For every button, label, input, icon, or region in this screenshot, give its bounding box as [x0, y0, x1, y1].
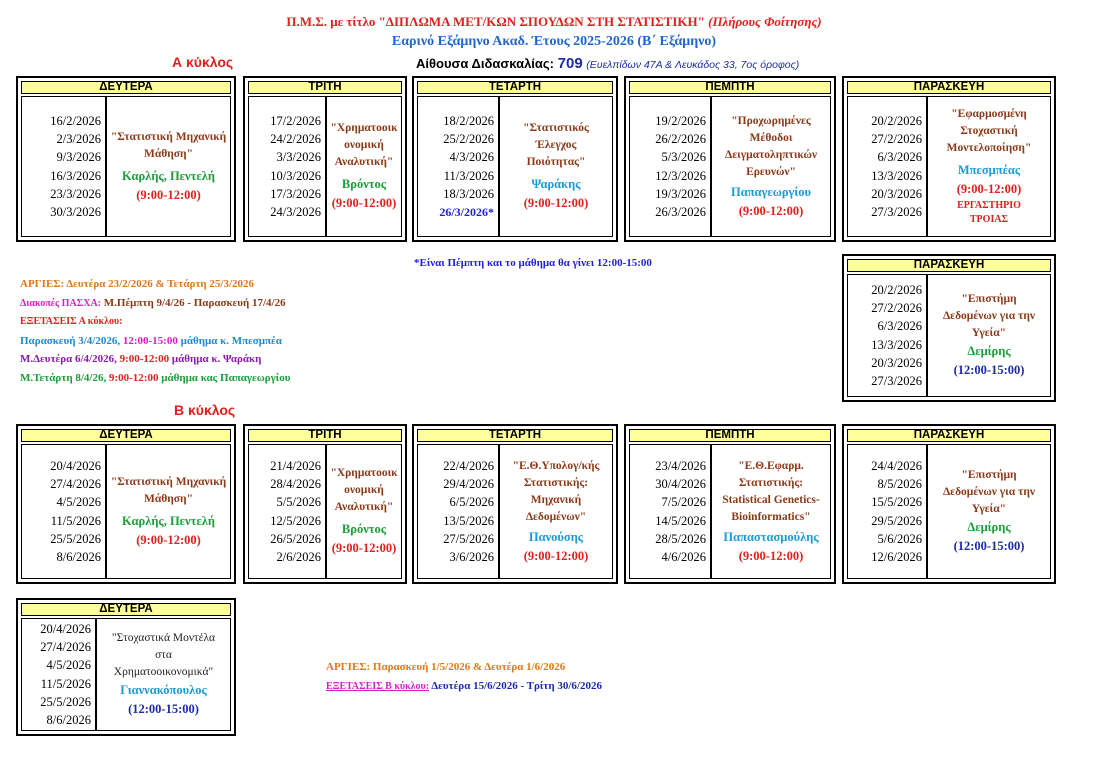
cycle-b-thursday	[624, 424, 836, 584]
cycle-a-thursday	[624, 76, 836, 242]
exam-1: Παρασκευή 3/4/2026, 12:00-15:00 μάθημα κ. Μπεσμπέα	[20, 334, 282, 347]
professor: Καρλής, Πεντελή	[122, 168, 215, 183]
time-slot: (9:00-12:00)	[331, 541, 397, 555]
time-slot: (9:00-12:00)	[956, 182, 1022, 196]
holidays-b: ΑΡΓΙΕΣ: Παρασκευή 1/5/2026 & Δευτέρα 1/6/2026	[326, 661, 566, 673]
course-title: "Επιστήμη Δεδομένων για την Υγεία"	[942, 293, 1036, 339]
course-info	[711, 444, 831, 579]
date-list: 20/2/2026 27/2/2026 6/3/2026 13/3/2026 20/3/2026 27/3/2026	[847, 96, 927, 237]
program-title-mode: (Πλήρους Φοίτησης)	[708, 14, 822, 29]
room-info	[416, 55, 799, 72]
cycle-b-notes	[326, 658, 602, 696]
time-slot: (12:00-15:00)	[953, 363, 1025, 377]
course-title: "Ε.Θ.Εφαρμ. Στατιστικής: Statistical Genetics- Bioinformatics"	[722, 459, 820, 523]
lab-location: ΕΡΓΑΣΤΗΡΙΟ ΤΡΟΙΑΣ	[957, 200, 1021, 225]
easter-break: Διακοπές ΠΑΣΧΑ: Μ.Πέμπτη 9/4/26 - Παρασκευή 17/4/26	[20, 296, 286, 309]
professor: Μπεσμπέας	[957, 163, 1021, 177]
course-info	[106, 444, 231, 579]
cycle-a-wednesday	[412, 76, 618, 242]
professor: Καρλής, Πεντελή	[122, 513, 215, 528]
time-slot: (9:00-12:00)	[738, 203, 804, 218]
course-title: "Προχωρημένες Μέθοδοι Δειγματοληπτικών Ερευνών"	[725, 114, 817, 178]
course-info	[499, 96, 613, 237]
course-title: "Στατιστική Μηχανική Μάθηση"	[110, 475, 227, 505]
date-list: 20/4/2026 27/4/2026 4/5/2026 11/5/2026 25/5/2026 8/6/2026	[21, 618, 96, 731]
course-info	[326, 444, 402, 579]
course-title: "Στοχαστικά Μοντέλα στα Χρηματοοικονομικά"	[111, 632, 216, 678]
course-title: "Εφαρμοσμένη Στοχαστική Μοντελοποίηση"	[946, 108, 1032, 154]
day-header: ΠΕΜΠΤΗ	[629, 81, 831, 94]
cycle-a-notes	[20, 275, 290, 387]
professor: Δεμίρης	[967, 520, 1011, 534]
cycle-a-tuesday	[243, 76, 407, 242]
day-header: ΠΑΡΑΣΚΕΥΗ	[847, 259, 1051, 272]
course-info	[927, 96, 1051, 237]
date-list: 20/4/2026 27/4/2026 4/5/2026 11/5/2026 25/5/2026 8/6/2026	[21, 444, 106, 579]
cycle-a-title: Α κύκλος	[172, 54, 234, 70]
exams-b: ΕΞΕΤΑΣΕΙΣ Β κύκλου: Δευτέρα 15/6/2026 - Τρίτη 30/6/2026	[326, 679, 602, 692]
day-header: ΤΡΙΤΗ	[248, 81, 402, 94]
time-slot: (9:00-12:00)	[523, 196, 589, 210]
date-list: 16/2/2026 2/3/2026 9/3/2026 16/3/2026 23/3/2026 30/3/2026	[21, 96, 106, 237]
time-slot: (9:00-12:00)	[523, 548, 589, 563]
course-info	[106, 96, 231, 237]
professor: Ψαράκης	[531, 177, 581, 191]
course-info	[96, 618, 231, 731]
professor: Παπαγεωργίου	[731, 184, 811, 199]
course-info	[927, 274, 1051, 397]
cycle-b-monday	[16, 424, 236, 584]
time-slot: (9:00-12:00)	[136, 532, 201, 547]
time-slot: (9:00-12:00)	[331, 196, 397, 210]
holidays-a: ΑΡΓΙΕΣ: Δευτέρα 23/2/2026 & Τετάρτη 25/3/2026	[20, 278, 255, 290]
course-title: "Στατιστικός Έλεγχος Ποιότητας"	[523, 122, 589, 168]
day-header: ΤΕΤΑΡΤΗ	[417, 81, 613, 94]
course-title: "Χρηματοοικ ονομική Αναλυτική"	[330, 122, 398, 168]
professor: Γιαννακόπουλος	[120, 683, 207, 697]
day-header: ΔΕΥΤΕΡΑ	[21, 603, 231, 616]
time-slot: (12:00-15:00)	[953, 539, 1025, 553]
special-date: 26/3/2026*	[439, 204, 494, 219]
program-title	[0, 14, 1108, 30]
date-list: 23/4/2026 30/4/2026 7/5/2026 14/5/2026 28/5/2026 4/6/2026	[629, 444, 711, 579]
cycle-b-tuesday	[243, 424, 407, 584]
course-info	[711, 96, 831, 237]
exam-3: Μ.Τετάρτη 8/4/26, 9:00-12:00 μάθημα κας Παπαγεωργίου	[20, 371, 291, 384]
course-title: "Ε.Θ.Υπολογ/κής Στατιστικής: Μηχανική Δεδομένων"	[512, 459, 600, 523]
time-slot: (9:00-12:00)	[738, 548, 804, 563]
day-header: ΠΕΜΠΤΗ	[629, 429, 831, 442]
day-header: ΤΕΤΑΡΤΗ	[417, 429, 613, 442]
date-list: 20/2/2026 27/2/2026 6/3/2026 13/3/2026 20/3/2026 27/3/2026	[847, 274, 927, 397]
day-header: ΤΡΙΤΗ	[248, 429, 402, 442]
professor: Βρόντος	[341, 522, 387, 536]
cycle-b-wednesday	[412, 424, 618, 584]
cycle-a-monday	[16, 76, 236, 242]
time-slot: (12:00-15:00)	[128, 702, 199, 716]
day-header: ΔΕΥΤΕΡΑ	[21, 429, 231, 442]
date-list: 17/2/2026 24/2/2026 3/3/2026 10/3/2026 17/3/2026 24/3/2026	[248, 96, 326, 237]
course-info	[499, 444, 613, 579]
room-address: (Ευελπίδων 47Α & Λευκάδος 33, 7ος όροφος)	[586, 59, 800, 71]
course-info	[326, 96, 402, 237]
cycle-b-monday-2	[16, 598, 236, 736]
cycle-a-friday	[842, 76, 1056, 242]
date-list: 22/4/2026 29/4/2026 6/5/2026 13/5/2026 27/5/2026 3/6/2026	[417, 444, 499, 579]
cycle-b-title: Β κύκλος	[174, 402, 236, 418]
room-label: Αίθουσα Διδασκαλίας:	[416, 56, 555, 71]
cycle-a-friday-2	[842, 254, 1056, 402]
professor: Πανούσης	[528, 529, 584, 544]
professor: Βρόντος	[341, 177, 387, 191]
date-list: 24/4/2026 8/5/2026 15/5/2026 29/5/2026 5/6/2026 12/6/2026	[847, 444, 927, 579]
professor: Παπαστασμούλης	[723, 529, 819, 544]
exam-2: Μ.Δευτέρα 6/4/2026, 9:00-12:00 μάθημα κ. Ψαράκη	[20, 353, 262, 365]
time-slot: (9:00-12:00)	[136, 187, 201, 202]
date-list: 19/2/2026 26/2/2026 5/3/2026 12/3/2026 19/3/2026 26/3/2026	[629, 96, 711, 237]
professor: Δεμίρης	[967, 344, 1011, 358]
date-list: 21/4/2026 28/4/2026 5/5/2026 12/5/2026 26/5/2026 2/6/2026	[248, 444, 326, 579]
day-header: ΠΑΡΑΣΚΕΥΗ	[847, 429, 1051, 442]
day-header: ΔΕΥΤΕΡΑ	[21, 81, 231, 94]
date-list: 18/2/2026 25/2/2026 4/3/2026 11/3/2026 18/3/2026 26/3/2026*	[417, 96, 499, 237]
cycle-b-friday	[842, 424, 1056, 584]
course-title: "Χρηματοοικ ονομική Αναλυτική"	[330, 467, 398, 513]
course-title: "Επιστήμη Δεδομένων για την Υγεία"	[942, 469, 1036, 515]
program-title-main: Π.Μ.Σ. με τίτλο "ΔΙΠΛΩΜΑ ΜΕΤ/ΚΩΝ ΣΠΟΥΔΩΝ ΣΤΗ ΣΤΑΤΙΣΤΙΚΗ"	[286, 14, 705, 29]
course-info	[927, 444, 1051, 579]
semester-title: Εαρινό Εξάμηνο Ακαδ. Έτους 2025-2026 (Β΄ Εξάμηνο)	[391, 34, 717, 49]
thursday-footnote: *Είναι Πέμπτη και το μάθημα θα γίνει 12:00-15:00	[414, 257, 652, 269]
day-header: ΠΑΡΑΣΚΕΥΗ	[847, 81, 1051, 94]
room-number: 709	[557, 55, 583, 72]
exams-a-label: ΕΞΕΤΑΣΕΙΣ Α κύκλου:	[20, 316, 123, 327]
course-title: "Στατιστική Μηχανική Μάθηση"	[110, 130, 227, 160]
